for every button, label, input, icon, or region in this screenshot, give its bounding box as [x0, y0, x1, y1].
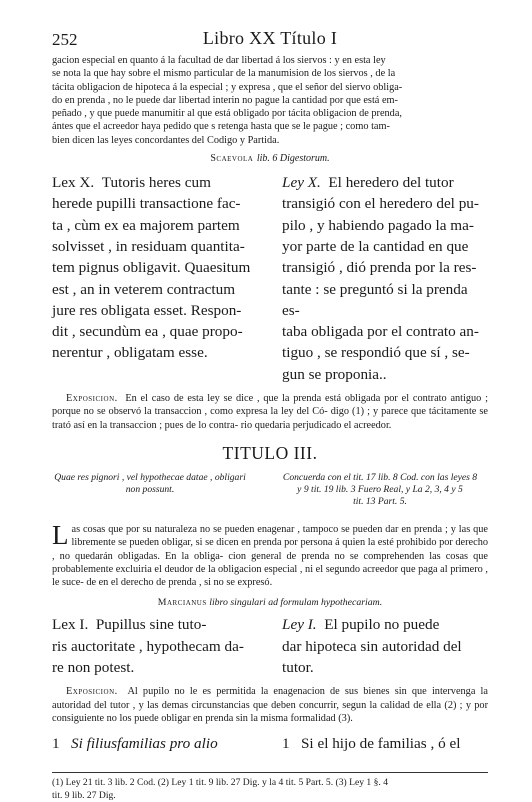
source-work: lib. 6 Digestorum.	[256, 153, 330, 165]
law-label: Ley X.	[282, 174, 321, 192]
footnote-rule	[52, 772, 488, 773]
text-line: la misma formalidad (3).	[250, 712, 353, 724]
text-line: bien dicen las leyes concordantes del Codigo y Partida.	[52, 134, 280, 146]
source-attribution	[52, 597, 488, 608]
text-line	[282, 172, 488, 193]
text-line: tante : se preguntó si la prenda es-	[282, 280, 468, 319]
running-head: Libro XX Título I	[202, 28, 338, 48]
exposition-paragraph	[52, 685, 488, 725]
text-line: tem pignus obligavit. Quaesitum	[52, 259, 251, 277]
text-line: re non potest.	[52, 659, 135, 677]
text-line: Al pupilo no le es permitida la enagenacion de sus bienes sin que	[127, 686, 427, 698]
latin-subhead	[52, 472, 248, 508]
law-x-columns	[52, 172, 488, 385]
footnotes	[52, 777, 488, 802]
text-line: En el caso de esta ley se dice , que la prenda está obligada por el	[125, 393, 410, 405]
text-line: solvisset , in residuam quantita-	[52, 237, 245, 255]
text-line: ántes que el acreedor haya pedido que s retenga hasta que se le pague ; como tam-	[52, 121, 390, 133]
text-line: do en prenda , no le puede dar libertad interin no pague la cantidad por que está em-	[52, 94, 398, 106]
law-text: El heredero del tutor	[328, 174, 454, 192]
source-work: libro singulari ad formulam hypothecariam.	[209, 597, 383, 609]
text-line: ta , cùm ex ea majorem partem	[52, 216, 240, 234]
law-text: Si filiusfamilias pro alio	[70, 735, 218, 753]
text-line: transigió con el heredero del pu-	[282, 195, 479, 213]
text-line: tit. 13 Part. 5.	[353, 495, 407, 507]
text-line: jure res obligata esset. Respon-	[52, 301, 242, 319]
source-author: Scaevola	[210, 153, 254, 165]
title-summary	[52, 519, 489, 589]
law-text: El pupilo no puede	[324, 616, 440, 634]
text-line: y 9 tit. 19 lib. 3 Fuero Real, y La 2, 3, 4 y 5	[297, 483, 463, 495]
text-line	[282, 614, 488, 635]
latin-column	[52, 172, 258, 385]
text-line: tiguo , se respondió que sí , se-	[282, 344, 470, 362]
text-line: gun se proponia..	[282, 365, 387, 383]
text-line: pilo , y habiendo pagado la ma-	[282, 216, 474, 234]
exposition-label: Exposicion.	[66, 393, 118, 405]
concordance-note	[272, 472, 488, 508]
law-label: Ley I.	[282, 616, 317, 634]
spanish-column	[282, 172, 488, 385]
text-line: ris auctoritate , hypothecam da-	[52, 637, 244, 655]
text-line	[52, 172, 258, 193]
text-line: intervenga la autoridad del tutor , y las demas circunstancias que deben concurrir,	[52, 686, 488, 711]
text-line: tácita obligacion de hipoteca á la especial ; y expresa , que el señor del siervo obliga-	[52, 81, 403, 93]
law-i-section-1	[52, 735, 488, 753]
text-line: herede pupilli transactione fac-	[52, 195, 241, 213]
text-line: digo (1) ; y parece que tácitamente se trató así en la transaccion ; pues de lo contra-	[52, 406, 488, 431]
continuation-paragraph	[52, 54, 488, 147]
text-line: Quae res pignori , vel hypothecae datae , obligari	[54, 471, 246, 483]
text-line: cion general de prenda no se comprehenden las cosas que probablemente excluiria el	[52, 550, 488, 575]
exposition-label: Exposicion.	[66, 686, 118, 698]
text-line: non possunt.	[125, 483, 175, 495]
text-line: nerentur , obligatam esse.	[52, 344, 208, 362]
text-line: dit , secundùm ea , quae propo-	[52, 323, 243, 341]
source-author: Marcianus	[157, 597, 207, 609]
exposition-paragraph	[52, 392, 488, 432]
source-attribution	[52, 153, 488, 164]
text-line: transigió , dió prenda por la res-	[282, 259, 477, 277]
spanish-column	[282, 735, 488, 753]
law-label: Lex X.	[52, 174, 95, 192]
law-text: Si el hijo de familias , ó el	[300, 735, 461, 753]
text-line: tutor.	[282, 659, 314, 677]
text-line: yor parte de la cantidad en que	[282, 237, 469, 255]
text-line: deudor de la obligacion especial , ni el segundo acreedor que paga al primero , le suce-	[52, 563, 488, 589]
text-line: persona á quien la esté prohibido por derecho , no quedarán obligadas. En la obliga-	[52, 537, 488, 562]
text-line: de en el derecho de prenda , si no se expresó.	[86, 577, 273, 589]
text-line: dar hipoteca sin autoridad del	[282, 637, 462, 655]
spanish-column	[282, 614, 488, 678]
section-title: TITULO III.	[222, 442, 318, 463]
text-line	[52, 614, 258, 635]
text-line: peñado , y que puede manumitir al que está obligado por tácita obligacion de prenda,	[52, 108, 402, 120]
section-number: 1	[282, 735, 290, 753]
text-line: est , an in veterem contractum	[52, 280, 236, 298]
text-line: rio quedaria perjudicado el acreedor.	[240, 419, 392, 431]
law-text: Tutoris heres cum	[101, 174, 211, 192]
text-line: se nota la que hay sobre el mismo particular de la manumision de los siervos , de la	[52, 68, 396, 80]
book-page	[52, 28, 488, 802]
drop-cap: L	[52, 519, 69, 550]
law-i-columns	[52, 614, 488, 678]
footnote-line: (1) Ley 21 tit. 3 lib. 2 Cod. (2) Ley 1 tit. 9 lib. 27 Dig. y la 4 tit. 5 Part. 5. (3) Ley 1 §. 4	[52, 777, 389, 789]
page-number: 252	[52, 30, 78, 49]
text-line: as cosas que por su naturaleza no se pueden enagenar , tampoco se pueden dar	[71, 523, 399, 535]
law-label: Lex I.	[52, 616, 89, 634]
latin-column	[52, 735, 258, 753]
latin-column	[52, 614, 258, 678]
footnote-line: tit. 9 lib. 27 Dig.	[52, 789, 116, 801]
text-line: gacion especial en quanto á la facultad de dar libertad á los siervos : y en esta ley	[52, 55, 386, 66]
text-line: Concuerda con el tit. 17 lib. 8 Cod. con las leyes 8	[282, 471, 478, 483]
text-line: taba obligada por el contrato an-	[282, 323, 479, 341]
text-line: segun la calidad de ella (2) ; y por consiguiente no los puede obligar en prenda sin	[52, 699, 488, 724]
text-line: en prenda ; y las que libremente se pueden obligar, si se dicen en prenda por	[71, 523, 489, 549]
title-subheads	[52, 472, 488, 508]
text-line: contrato antiguo ; porque no se observó la transaccion , como expresa la ley del Có-	[52, 393, 488, 418]
section-number: 1	[52, 735, 60, 753]
law-text: Pupillus sine tuto-	[95, 616, 207, 634]
page-header	[52, 28, 488, 52]
